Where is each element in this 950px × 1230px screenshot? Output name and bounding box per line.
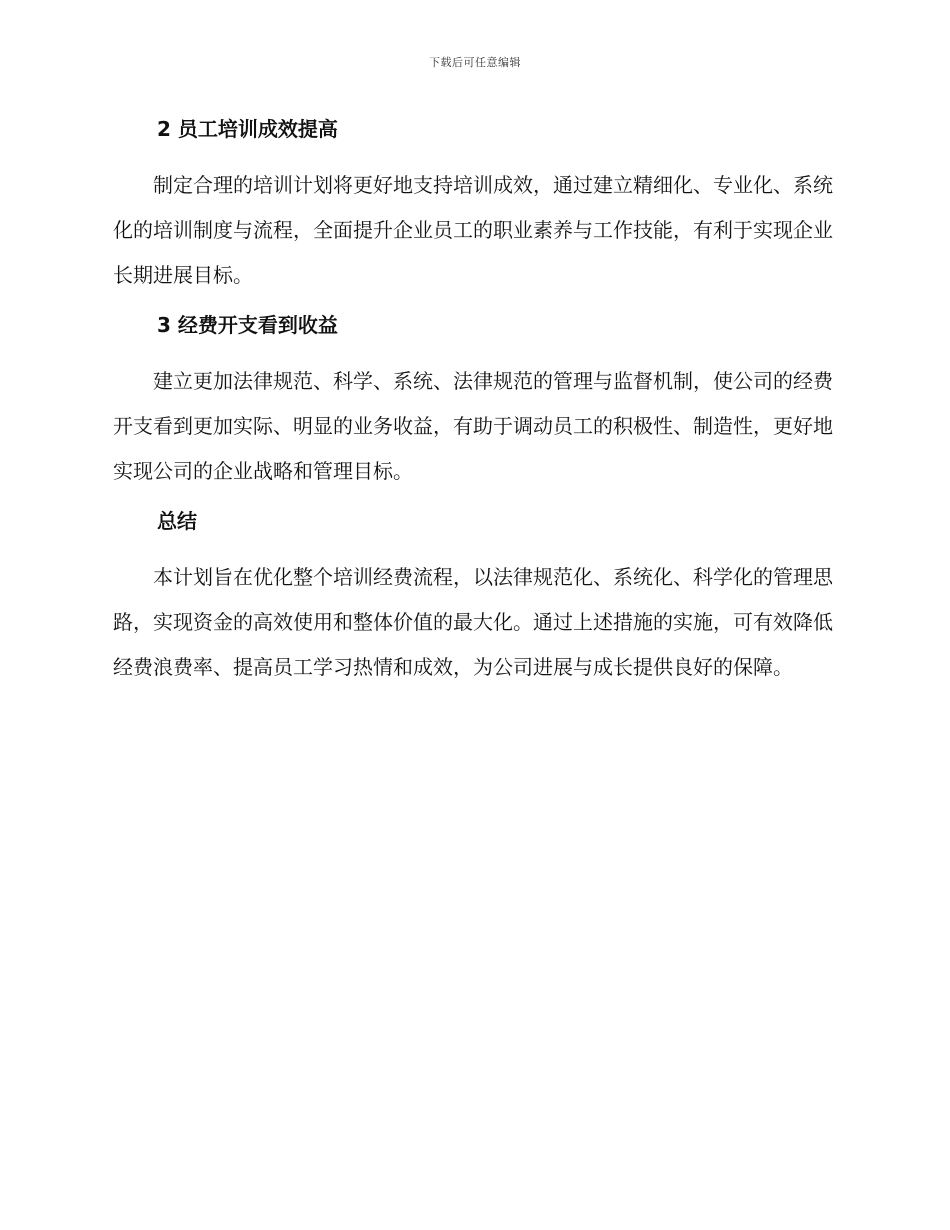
document-body xyxy=(113,112,833,690)
section-paragraph-training-effect: 制定合理的培训计划将更好地支持培训成效，通过建立精细化、专业化、系统化的培训制度与流程，全面提升企业员工的职业素养与工作技能，有利于实现企业长期进展目标。 xyxy=(113,173,833,287)
section-heading-expense-return: 3 经费开支看到收益 xyxy=(157,313,338,337)
section-heading-summary: 总结 xyxy=(157,509,197,533)
section-paragraph-expense-return: 建立更加法律规范、科学、系统、法律规范的管理与监督机制，使公司的经费开支看到更加实际、明显的业务收益，有助于调动员工的积极性、制造性，更好地实现公司的企业战略和管理目标。 xyxy=(113,369,833,483)
section-heading-training-effect: 2 员工培训成效提高 xyxy=(157,117,338,141)
page-header: 下载后可任意编辑 xyxy=(429,56,521,69)
section-paragraph-summary: 本计划旨在优化整个培训经费流程，以法律规范化、系统化、科学化的管理思路，实现资金的高效使用和整体价值的最大化。通过上述措施的实施，可有效降低经费浪费率、提高员工学习热情和成效，为公司进展与成长提供良好的保障。 xyxy=(113,565,833,679)
